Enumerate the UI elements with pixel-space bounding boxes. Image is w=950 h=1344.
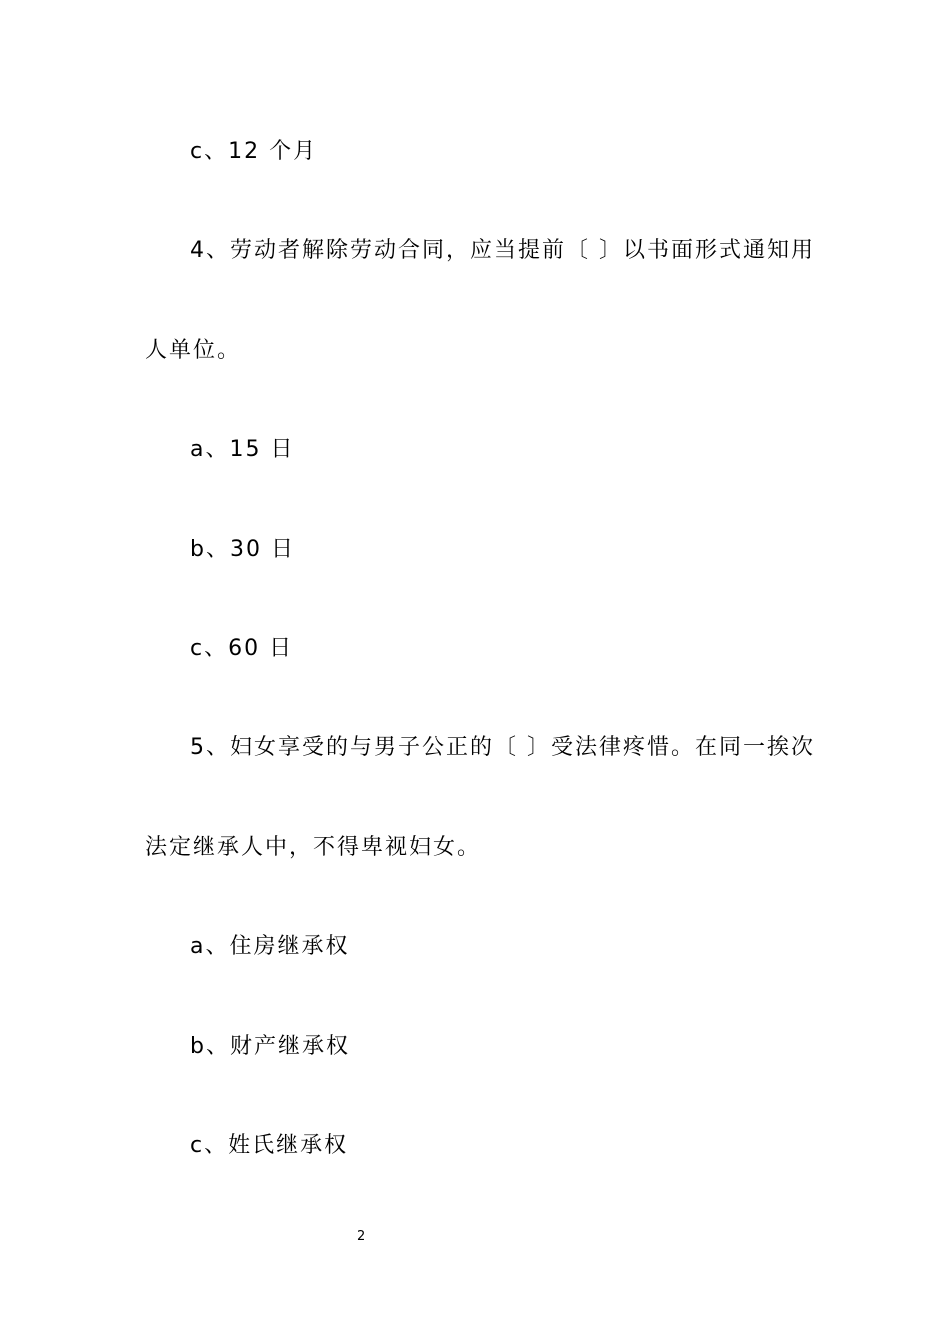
option-c-60-days: c、60 日 [190,636,294,661]
option-a-housing-inheritance: a、住房继承权 [190,934,350,959]
question-4-continuation: 人单位。 [145,338,242,363]
question-4-text: 4、劳动者解除劳动合同，应当提前〔 〕以书面形式通知用 [190,238,815,263]
option-c-12-months: c、12 个月 [190,139,318,164]
option-b-30-days: b、30 日 [190,537,295,562]
question-5-continuation: 法定继承人中，不得卑视妇女。 [145,835,482,860]
page-number: 2 [357,1229,366,1244]
question-5-text: 5、妇女享受的与男子公正的〔 〕受法律疼惜。在同一挨次 [190,735,815,760]
option-b-property-inheritance: b、财产继承权 [190,1034,350,1059]
option-c-surname-inheritance: c、姓氏继承权 [190,1133,349,1158]
option-a-15-days: a、15 日 [190,437,295,462]
